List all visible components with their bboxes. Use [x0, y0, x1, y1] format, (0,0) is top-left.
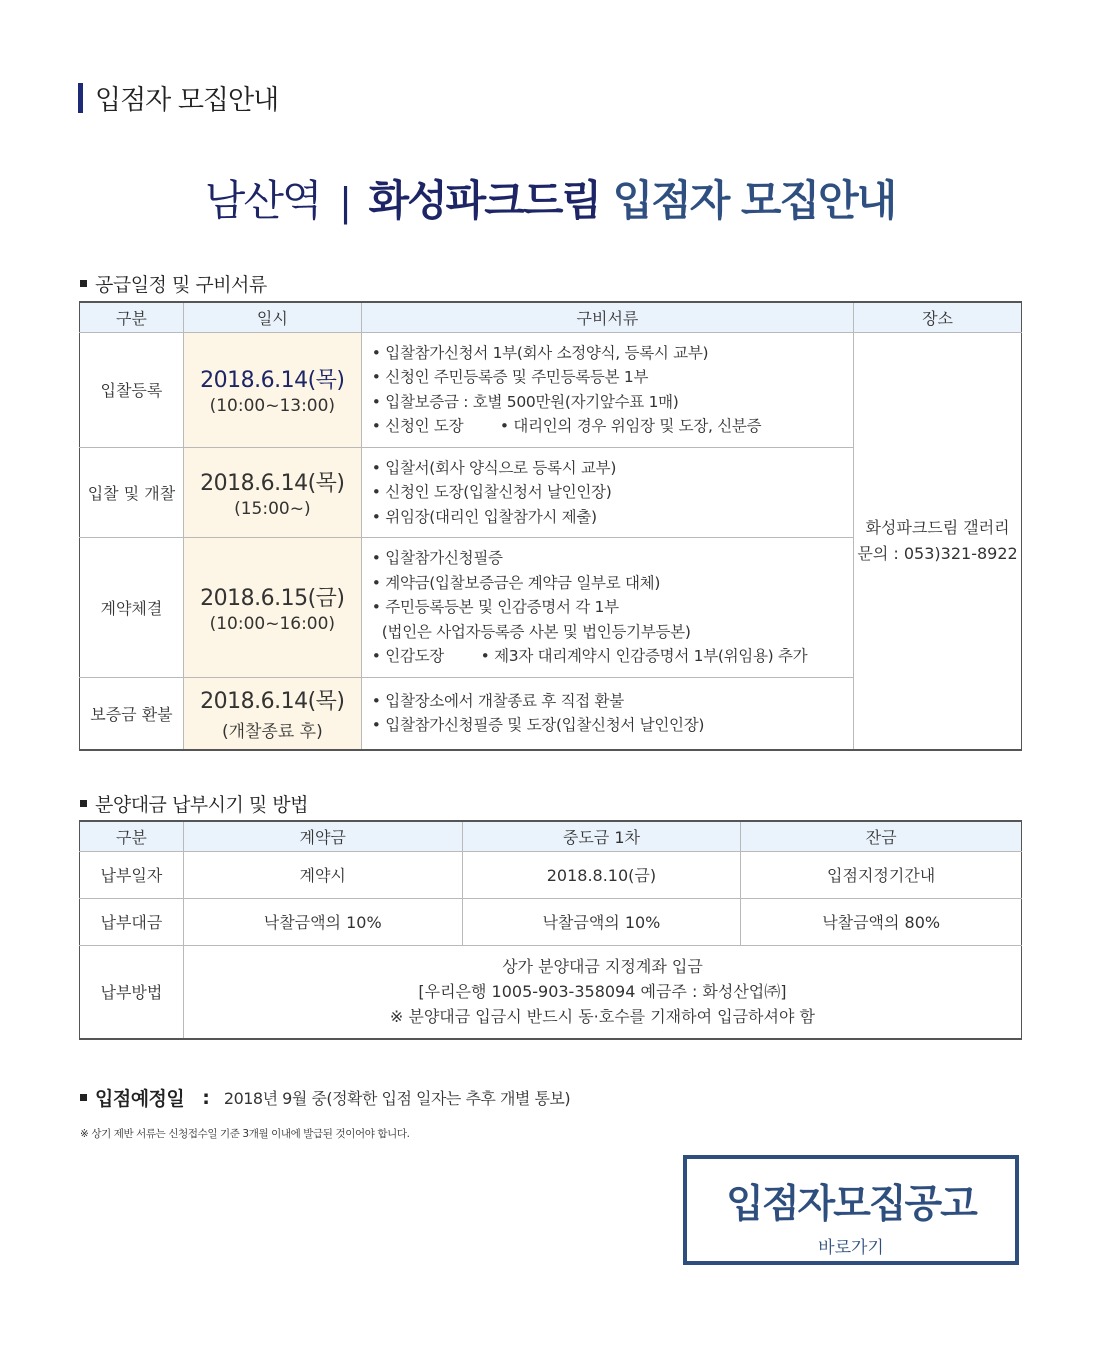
date-cell: [183, 538, 361, 678]
row-label: 납부일자: [80, 851, 184, 898]
place-contact: 문의 : 053)321-8922: [857, 543, 1018, 563]
document-item-note: (법인은 사업자등록증 사본 및 법인등기부등본): [381, 622, 691, 641]
row-label: 납부대금: [80, 898, 184, 945]
date-cell: [183, 332, 361, 447]
date-text: 2018.6.14(목): [200, 689, 345, 715]
table-cell: 낙찰금액의 10%: [183, 898, 462, 945]
document-item: • 주민등록등본 및 인감증명서 각 1부: [372, 595, 843, 620]
header-cell: 일시: [183, 302, 361, 332]
section-title: [78, 78, 278, 117]
date-cell: [183, 447, 361, 538]
table-cell: 낙찰금액의 10%: [462, 898, 741, 945]
payment-method-cell: [183, 945, 1021, 1039]
document-item: • 인감도장: [372, 647, 444, 665]
row-label: 납부방법: [80, 945, 184, 1039]
time-text: (15:00~): [234, 498, 311, 519]
schedule-section-title: 공급일정 및 구비서류: [80, 270, 267, 297]
document-item: • 대리인의 경우 위임장 및 도장, 신분증: [500, 417, 761, 435]
schedule-table: [79, 301, 1022, 751]
document-item: • 위임장(대리인 입찰참가시 제출): [372, 505, 843, 530]
table-row: [80, 332, 1022, 447]
title-bar-marker: [78, 83, 83, 113]
document-item: • 입찰장소에서 개찰종료 후 직접 환불: [372, 689, 843, 714]
time-text: (10:00~16:00): [209, 613, 336, 634]
recruitment-notice-button[interactable]: [683, 1155, 1019, 1265]
headline-subject: 입점자 모집안내: [612, 176, 896, 225]
open-date-label: 입점예정일: [95, 1088, 185, 1110]
payment-table: [79, 820, 1022, 1040]
category-cell: 입찰등록: [80, 332, 184, 447]
payment-section-title: 분양대금 납부시기 및 방법: [80, 790, 308, 817]
date-text: 2018.6.14(목): [200, 470, 345, 496]
document-item: • 제3자 대리계약시 인감증명서 1부(위임용) 추가: [481, 647, 808, 665]
place-name: 화성파크드림 갤러리: [865, 517, 1010, 537]
section-title-text: 입점자 모집안내: [95, 85, 279, 116]
bullet-square-icon: [80, 1094, 87, 1101]
document-item: • 신청인 주민등록증 및 주민등록등본 1부: [372, 365, 843, 390]
header-cell: 장소: [854, 302, 1022, 332]
open-date-row: [80, 1084, 570, 1111]
document-item: • 입찰참가신청서 1부(회사 소정양식, 등록시 교부): [372, 341, 843, 366]
table-cell: 입점지정기간내: [741, 851, 1022, 898]
table-cell: 계약시: [183, 851, 462, 898]
table-row: [80, 851, 1022, 898]
method-note: ※ 분양대금 입금시 반드시 동·호수를 기재하여 입금하셔야 함: [389, 1007, 815, 1027]
documents-cell: [361, 447, 853, 538]
header-cell: 구비서류: [361, 302, 853, 332]
headline-separator: |: [339, 180, 350, 224]
footnote: ※ 상기 제반 서류는 신청접수일 기준 3개월 이내에 발급된 것이어야 합니다.: [80, 1128, 410, 1140]
page-headline: [0, 168, 1100, 228]
document-item: • 신청인 도장: [372, 417, 463, 435]
documents-cell: [361, 538, 853, 678]
open-date-colon: :: [202, 1086, 210, 1109]
table-cell: 낙찰금액의 80%: [741, 898, 1022, 945]
documents-cell: [361, 332, 853, 447]
headline-station: 남산역: [204, 176, 321, 225]
method-line: 상가 분양대금 지정계좌 입금: [502, 957, 703, 977]
bullet-square-icon: [80, 280, 87, 287]
time-text: (개찰종료 후): [221, 722, 323, 743]
category-cell: 계약체결: [80, 538, 184, 678]
table-row: [80, 898, 1022, 945]
document-item: • 입찰참가신청필증: [372, 546, 843, 571]
payment-header-row: [80, 821, 1022, 851]
header-cell: 계약금: [183, 821, 462, 851]
date-text: 2018.6.15(금): [200, 585, 345, 611]
documents-cell: [361, 677, 853, 750]
document-item: • 입찰서(회사 양식으로 등록시 교부): [372, 456, 843, 481]
date-cell: [183, 677, 361, 750]
place-cell: [854, 332, 1022, 750]
document-item: • 신청인 도장(입찰신청서 날인인장): [372, 480, 843, 505]
bullet-square-icon: [80, 800, 87, 807]
headline-brand: 화성파크드림: [368, 176, 600, 225]
cta-title: 입점자모집공고: [726, 1182, 976, 1227]
document-item: • 입찰보증금 : 호별 500만원(자기앞수표 1매): [372, 390, 843, 415]
account-line: [우리은행 1005-903-358094 예금주 : 화성산업㈜]: [418, 982, 787, 1002]
time-text: (10:00~13:00): [209, 396, 336, 416]
header-cell: 구분: [80, 821, 184, 851]
table-row: [80, 945, 1022, 1039]
table-cell: 2018.8.10(금): [462, 851, 741, 898]
cta-subtitle: 바로가기: [818, 1238, 884, 1258]
document-item: • 입찰참가신청필증 및 도장(입찰신청서 날인인장): [372, 713, 843, 738]
date-text: 2018.6.14(목): [200, 368, 345, 393]
header-cell: 중도금 1차: [462, 821, 741, 851]
category-cell: 입찰 및 개찰: [80, 447, 184, 538]
header-cell: 구분: [80, 302, 184, 332]
header-cell: 잔금: [741, 821, 1022, 851]
document-item: • 계약금(입찰보증금은 계약금 일부로 대체): [372, 571, 843, 596]
category-cell: 보증금 환불: [80, 677, 184, 750]
open-date-value: 2018년 9월 중(정확한 입점 일자는 추후 개별 통보): [223, 1089, 571, 1108]
schedule-header-row: [80, 302, 1022, 332]
